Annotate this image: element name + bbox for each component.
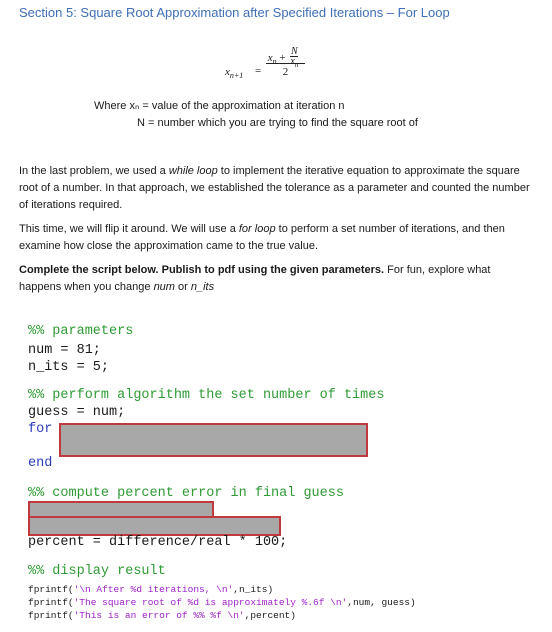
definition-n: N = number which you are trying to find the square root of [137, 116, 418, 129]
formula-fraction-bar [266, 63, 305, 64]
paragraph-approach: This time, we will flip it around. We will use a for loop to perform a set number of iterations, and then examine how close the approximation came to the true value. [19, 223, 505, 252]
iteration-formula [225, 45, 315, 97]
code-fprintf-sqrt: fprintf('The square root of %d is approximately %.6f \n',num, guess) [28, 597, 416, 608]
paragraph-instructions: Complete the script below. Publish to pdf using the given parameters. For fun, explore what happens when you change num or n_its [19, 264, 491, 293]
code-line-num: num = 81; [28, 343, 101, 358]
code-line-percent: percent = difference/real * 100; [28, 535, 288, 550]
redacted-for-body [59, 423, 368, 457]
formula-lhs: $x_{n+1}$ [225, 66, 244, 81]
code-comment-parameters: %% parameters [28, 324, 134, 339]
definition-xn: Where xₙ = value of the approximation at iteration n [94, 100, 345, 112]
code-fprintf-error: fprintf('This is an error of %% %f \n',percent) [28, 610, 296, 621]
redacted-line-2 [28, 516, 281, 536]
code-keyword-end: end [28, 456, 53, 471]
formula-n-over-x: $\frac{N}{x_n}$ [290, 46, 299, 69]
section-heading: Section 5: Square Root Approximation after Specified Iterations – For Loop [19, 5, 450, 20]
formula-equals: = [255, 65, 262, 77]
code-keyword-for: for [28, 422, 53, 437]
paragraph-intro: In the last problem, we used a while loop to implement the iterative equation to approximate the square root of a number. In that approach, we established the tolerance as a parameter and counted the number of iterations required. [19, 165, 530, 211]
variable-definitions [94, 98, 418, 131]
code-comment-percent-error: %% compute percent error in final guess [28, 486, 344, 501]
code-comment-display: %% display result [28, 564, 166, 579]
code-line-guess: guess = num; [28, 405, 126, 420]
code-line-n-its: n_its = 5; [28, 360, 110, 375]
code-comment-algorithm: %% perform algorithm the set number of times [28, 388, 385, 403]
code-fprintf-iterations: fprintf('\n After %d iterations, \n',n_its) [28, 584, 274, 595]
formula-numerator: $x_n$ + $\frac{N}{x_n}$ [267, 46, 299, 69]
formula-denominator: 2 [282, 66, 289, 78]
